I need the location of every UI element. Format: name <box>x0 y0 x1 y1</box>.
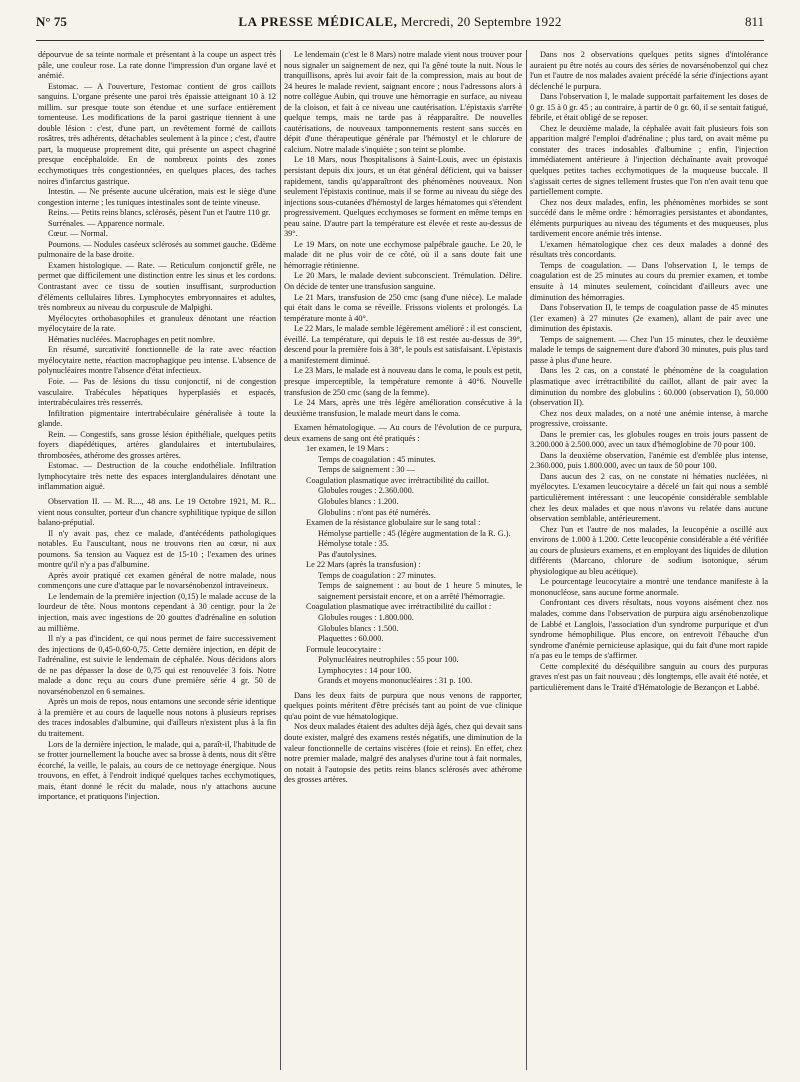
paragraph: Chez le deuxième malade, la céphalée avait fait plusieurs fois son apparition malgré l'emploi d'adrénaline ; plus tard, on avait même pu constater des traces indosables d'albumine ; enfin, l'injection immédiatement antérieure à l'injection déchaînante avait provoqué quelques petites taches ecchymotiques de la muqueuse buccale. Il s'agissait certes de signes tellement frustes que l'on n'en avait tenu que partiellement compte. <box>530 123 768 197</box>
exam-line: Globules rouges : 1.800.000. <box>318 612 414 622</box>
paragraph: Surrénales. — Apparence normale. <box>48 218 165 228</box>
paragraph: Poumons. — Nodules caséeux sclérosés au sommet gauche. Œdème pulmonaire de la base droite. <box>38 239 276 260</box>
paragraph: Nos deux malades étaient des adultes déjà âgés, chez qui devait sans doute exister, malgré des examens restés négatifs, une diminution de la valeur fonctionnelle de certains viscères (foie et reins). En effet, chez notre premier malade, malgré des analyses d'urine tout à fait normales, on notait à l'autopsie des petits reins blancs sclérosés avec athérome des grosses artères. <box>284 722 522 785</box>
paragraph: Rein. — Congestifs, sans grosse lésion épithéliale, quelques petits foyers diapédétiques, artères glandulaires et intertubulaires, thrombosées, athérome des grosses artères. <box>38 429 276 460</box>
paragraph: Dans le premier cas, les globules rouges en trois jours passent de 3.200.000 à 2.500.000, avec un taux d'hémoglobine de 70 pour 100. <box>530 429 768 450</box>
paragraph: Le 19 Mars, on note une ecchymose palpébrale gauche. Le 20, le malade dit ne plus voir de ce côté, où il a sans doute fait une hémorragie rétinienne. <box>284 239 522 270</box>
paragraph: Chez l'un et l'autre de nos malades, la leucopénie a oscillé aux environs de 1.000 à 1.200. Cette leucopénie considérable a été vérifiée au cours de plusieurs examens, et en employant des liquides de dilution différents (Marcano, chlorure de sodium isotonique, sérum physiologique au bleu acétique). <box>530 524 768 576</box>
paragraph: Examen histologique. — Rate. — Reticulum conjonctif grêle, ne permet que difficilement une distinction entre les sinus et les cordons. Contrastant avec ce tissu de soutien insuffisant, surproduction d'éléments cellulaires libres. Lymphocytes embryonnaires et adultes, très nombreux au niveau du corpuscule de Malpighi. <box>38 260 276 313</box>
issue-date: Mercredi, 20 Septembre 1922 <box>400 14 562 29</box>
paragraph: Après avoir pratiqué cet examen général de notre malade, nous commençons une cure d'attaque par le novarsénobenzol intraveineux. <box>38 570 276 591</box>
column-3 <box>530 50 768 1070</box>
issue-number: N° 75 <box>36 14 67 29</box>
paragraph: Reins. — Petits reins blancs, sclérosés, pèsent l'un et l'autre 110 gr. <box>48 208 271 218</box>
paragraph: Le pourcentage leucocytaire a montré une tendance manifeste à la mononucléose, sans aucune forme anormale. <box>530 577 768 597</box>
journal-title-line <box>238 14 561 30</box>
exam-line: Hémolyse partielle : 45 (légère augmentation de la R. G.). <box>318 528 511 538</box>
paragraph: Chez nos deux malades, on a noté une anémie intense, à marche progressive, croissante. <box>530 408 768 429</box>
exam-note: Examen de la résistance globulaire sur le sang total : <box>306 518 481 528</box>
exam-line: Plaquettes : 60.000. <box>318 634 384 644</box>
exam-line: Polynucléaires neutrophiles : 55 pour 100. <box>318 655 459 665</box>
paragraph: Le lendemain de la première injection (0,15) le malade accuse de la lourdeur de tête. Nous montons cependant à 30 centigr. pour la 2e injection, mais avec ingestions de 20 gouttes d'adrénaline en solution au millième. <box>38 591 276 633</box>
paragraph: Myélocytes orthobasophiles et granuleux dénotant une réaction myélocytaire de la rate. <box>38 313 276 334</box>
paragraph: Le 21 Mars, transfusion de 250 cmc (sang d'une nièce). Le malade qui était dans le coma se réveille. Frissons violents et prolongés. La température monte à 40°. <box>284 292 522 323</box>
paragraph: Hématies nucléées. Macrophages en petit nombre. <box>48 334 216 344</box>
exam-line: Grands et moyens mononucléaires : 31 p. 100. <box>318 676 473 686</box>
column-1 <box>38 50 276 1070</box>
paragraph: Le 22 Mars, le malade semble légèrement amélioré : il est conscient, éveillé. La température, qui depuis le 18 est restée au-dessus de 39°, descend pour la première fois à 38°, le pouls est satisfaisant. L'épistaxis a manifestement diminué. <box>284 324 522 365</box>
paragraph: Intestin. — Ne présente aucune ulcération, mais est le siège d'une congestion interne ; les tuniques intestinales sont de teinte vineuse. <box>38 187 276 207</box>
paragraph: Le 20 Mars, le malade devient subconscient. Trémulation. Délire. On décide de tenter une transfusion sanguine. <box>284 271 522 292</box>
exam-line: Globulins : n'ont pas été numérés. <box>318 507 431 517</box>
paragraph: Dans nos 2 observations quelques petits signes d'intolérance auraient pu être notés au cours des séries de novarsénobenzol qui chez l'un et l'autre de nos malades avaient précédé la série d'injections ayant déclenché le purpura. <box>530 50 768 91</box>
exam-intro: Examen hématologique. — Au cours de l'évolution de ce purpura, deux examens de sang ont été pratiqués : <box>284 423 522 443</box>
paragraph: Lors de la dernière injection, le malade, qui a, paraît-il, l'habitude de se frotter journellement la bouche avec sa brosse à dents, nous dit s'être écorché, la veille, le palais, au cours de ce nettoyage énergique. Nous trouvons, en effet, à l'endroit indiqué quelques taches ecchymotiques, mais, étant donné le récit du malade, nous n'y attachons aucune importance, et pratiquons l'injection. <box>38 739 276 802</box>
paragraph: Dans les 2 cas, on a constaté le phénomène de la coagulation plasmatique avec irrétractibilité du caillot, allant de pair avec la diminution du nombre des globulins : 60.000 (observation I), 50.000 (observation II). <box>530 366 768 408</box>
journal-name: LA PRESSE MÉDICALE, <box>238 14 398 29</box>
paragraph: Après un mois de repos, nous entamons une seconde série identique à la première et au cours de laquelle nous notons à plusieurs reprises des traces indosables d'albumine, qui d'ailleurs n'existent plus à la fin du traitement. <box>38 697 276 738</box>
page-number: 811 <box>744 14 764 29</box>
paragraph: dépourvue de sa teinte normale et présentant à la coupe un aspect très pâle, une couleur rose. La rate donne l'impression d'un organe lavé et anémié. <box>38 50 276 81</box>
exam-note: Coagulation plasmatique avec irrétractibilité du caillot : <box>306 602 492 612</box>
paragraph: Cette complexité du déséquilibre sanguin au cours des purpuras graves n'est pas un fait nouveau ; dès longtemps, elle avait été notée, et particulièrement dans le Traité d'Hématologie de Bezançon et Labbé. <box>530 661 768 692</box>
paragraph: Dans les deux faits de purpura que nous venons de rapporter, quelques points méritent d'être précisés tant au point de vue clinique qu'au point de vue hématologique. <box>284 690 522 721</box>
exam-line: Pas d'autolysines. <box>318 549 377 559</box>
exam-line: Globules blancs : 1.200. <box>318 496 399 506</box>
paragraph: Le 23 Mars, le malade est à nouveau dans le coma, le pouls est petit, presque imperceptible, la température remonte à 40°6. Nouvelle transfusion de 250 cmc (sang de la femme). <box>284 366 522 397</box>
column-2 <box>284 50 522 1070</box>
paragraph: L'examen hématologique chez ces deux malades a donné des résultats très concordants. <box>530 239 768 260</box>
observation-heading-paragraph: Observation II. — M. R...., 48 ans. Le 19 Octobre 1921, M. R... vient nous consulter, porteur d'un chancre syphilitique typique de sillon balano-préputial. <box>38 496 276 528</box>
paragraph: Dans la deuxième observation, l'anémie est d'emblée plus intense, 2.360.000, puis 1.800.000, avec un taux de 50 pour 100. <box>530 450 768 471</box>
paragraph: Temps de saignement. — Chez l'un 15 minutes, chez le deuxième malade le temps de saignement dure d'abord 30 minutes, puis plus tard passe à plus d'une heure. <box>530 334 768 365</box>
column-divider-2 <box>526 50 527 1070</box>
exam-line: Hémolyse totale : 35. <box>318 539 389 549</box>
exam-note: Coagulation plasmatique avec irrétractibilité du caillot. <box>306 475 489 485</box>
exam-line: Temps de saignement : 30 — <box>318 465 415 475</box>
paragraph: Il n'y avait pas, chez ce malade, d'antécédents pathologiques notables. Eu l'auscultant, nous ne trouvons rien au cœur, ni aux poumons. Sa tension au Vaquez est de 15-10 ; l'examen des urines montre qu'il n'y a pas d'albumine. <box>38 528 276 570</box>
paragraph: Le lendemain (c'est le 8 Mars) notre malade vient nous trouver pour nous signaler un saignement de nez, qui l'a gêné toute la nuit. Nous le tranquillisons, après lui avoir fait de la compression, mais au bout de 24 heures le malade revient, saignant encore ; nous l'adressons alors à notre collègue Aubin, qui trouve une hémorragie en surface, au niveau de la cloison, et fait à ce niveau une cautérisation. L'épistaxis s'arrête quelque temps, mais ne tarde pas à réapparaître. De nouvelles cautérisations, de nouveaux tamponnements restent sans succès en dépit d'une thérapeutique générale par l'hémostyl et le chlorure de calcium. Notre malade s'inquiète ; son teint se plombe. <box>284 50 522 154</box>
column-divider-1 <box>280 50 281 1070</box>
exam-formula-title: Formule leucocytaire : <box>306 644 382 654</box>
exam-second-title: Le 22 Mars (après la transfusion) : <box>306 560 421 570</box>
paragraph: Il n'y a pas d'incident, ce qui nous permet de faire successivement des injections de 0,45-0,60-0,75. Cette dernière injection, en dépit de l'adrénaline, est suivie le lendemain de céphalée. Nous décidons alors de ne pas dépasser la dose de 0,75 qui est renouvelée 3 fois. Notre malade a donc reçu au cours d'une première série 4 gr. 50 de novarsénobenzol en 6 semaines. <box>38 634 276 696</box>
exam-line: Globules blancs : 1.500. <box>318 623 399 633</box>
paragraph: Estomac. — Destruction de la couche endothéliale. Infiltration lymphocytaire très nette des espaces interglandulaires dénotant une inflammation aiguë. <box>38 461 276 492</box>
exam-line: Lymphocytes : 14 pour 100. <box>318 665 412 675</box>
paragraph: Foie. — Pas de lésions du tissu conjonctif, ni de congestion vasculaire. Trabécules hépatiques hyperplasiés et espacés, intertrabéculaires très resserrés. <box>38 376 276 408</box>
exam-first-title: 1er examen, le 19 Mars : <box>306 444 389 454</box>
paragraph: Le 24 Mars, après une très légère amélioration consécutive à la deuxième transfusion, le malade meurt dans le coma. <box>284 398 522 418</box>
paragraph: Temps de coagulation. — Dans l'observation I, le temps de coagulation est de 25 minutes au cours du premier examen, et tombe ensuite à 14 minutes seulement, coïncidant d'ailleurs avec une diminution des hémorragies. <box>530 260 768 302</box>
running-header <box>36 14 764 41</box>
exam-line: Temps de coagulation : 27 minutes. <box>318 570 436 580</box>
paragraph: Dans l'observation I, le malade supportait parfaitement les doses de 0 gr. 15 à 0 gr. 45 ; au contraire, à partir de 0 gr. 60, il se sentait fatigué, fébrile, et était obligé de se reposer. <box>530 92 768 123</box>
paragraph: Infiltration pigmentaire intertrabéculaire généralisée à toute la glande. <box>38 408 276 429</box>
paragraph: Le 18 Mars, nous l'hospitalisons à Saint-Louis, avec un épistaxis persistant depuis dix jours, et un état général déficient, qui va baisser rapidement, tandis qu'apparaîtront des phénomènes nouveaux. Non seulement l'épistaxis continue, mais il se forme au niveau du siège des injections sous-cutanées d'hémostyl de larges hématomes qui s'étendent progressivement. Quelques ecchymoses se forment en même temps en peau saine. D'autre part la température est élevée et reste au-dessus de 39°. <box>284 155 522 239</box>
paragraph: Dans aucun des 2 cas, on ne constate ni hématies nucléées, ni myélocytes. L'examen leucocytaire a décelé un fait qui nous a semblé particulièrement intéressant : une leucopénie considérable semblable chez les deux malades et que nous n'avons vu relatée dans aucune observation semblable, antérieurement. <box>530 471 768 524</box>
exam-line: Globules rouges : 2.360.000. <box>318 486 414 496</box>
paragraph: Cœur. — Normal. <box>48 229 108 239</box>
paragraph: Confrontant ces divers résultats, nous voyons aisément chez nos malades, comme dans l'observation de purpura aigu arsénobenzolique de Labbé et Langlois, l'association d'un syndrome purpurique et d'un syndrome hémophilique. Plus encore, on entrevoit l'ébauche d'un syndrome d'anémie pernicieuse aplasique, qui du fait d'une mort rapide n'a pas eu le temps de s'affirmer. <box>530 598 768 661</box>
paragraph: Chez nos deux malades, enfin, les phénomènes morbides se sont succédé dans le même ordre : hémorragies persistantes et abondantes, éléments purpuriques au niveau des téguments et des muqueuses, plus tardivement encore anémie très intense. <box>530 197 768 239</box>
exam-line: Temps de coagulation : 45 minutes. <box>318 454 436 464</box>
exam-line: Temps de saignement : au bout de 1 heure 5 minutes, le saignement persistait encore, et on a arrêté l'hémorragie. <box>318 581 522 601</box>
paragraph: Estomac. — A l'ouverture, l'estomac contient de gros caillots sanguins. L'organe présente une paroi très épaissie atteignant 10 à 12 millim. sur presque toute son étendue et une surface entièrement tomenteuse. Les modifications de la paroi gastrique tiennent à une double lésion : c'est, d'une part, un revêtement formé de caillots rosâtres, très adhérents, détachables seulement à la pince ; c'est, d'autre part, la muqueuse proprement dite, qui présente un aspect chagriné presque encéphaloïde. En de nombreux points des zones ecchymotiques très congestionnées, en quelques places, des taches noires d'infarctus gastrique. <box>38 81 276 186</box>
paragraph: Dans l'observation II, le temps de coagulation passe de 45 minutes (1er examen) à 27 minutes (2e examen), allant de pair avec une diminution des épistaxis. <box>530 303 768 334</box>
paragraph: En résumé, surcativité fonctionnelle de la rate avec réaction myélocytaire nette, réaction macrophagique peu intense. L'absence de polynucléaires montre l'absence d'état infectieux. <box>38 345 276 376</box>
